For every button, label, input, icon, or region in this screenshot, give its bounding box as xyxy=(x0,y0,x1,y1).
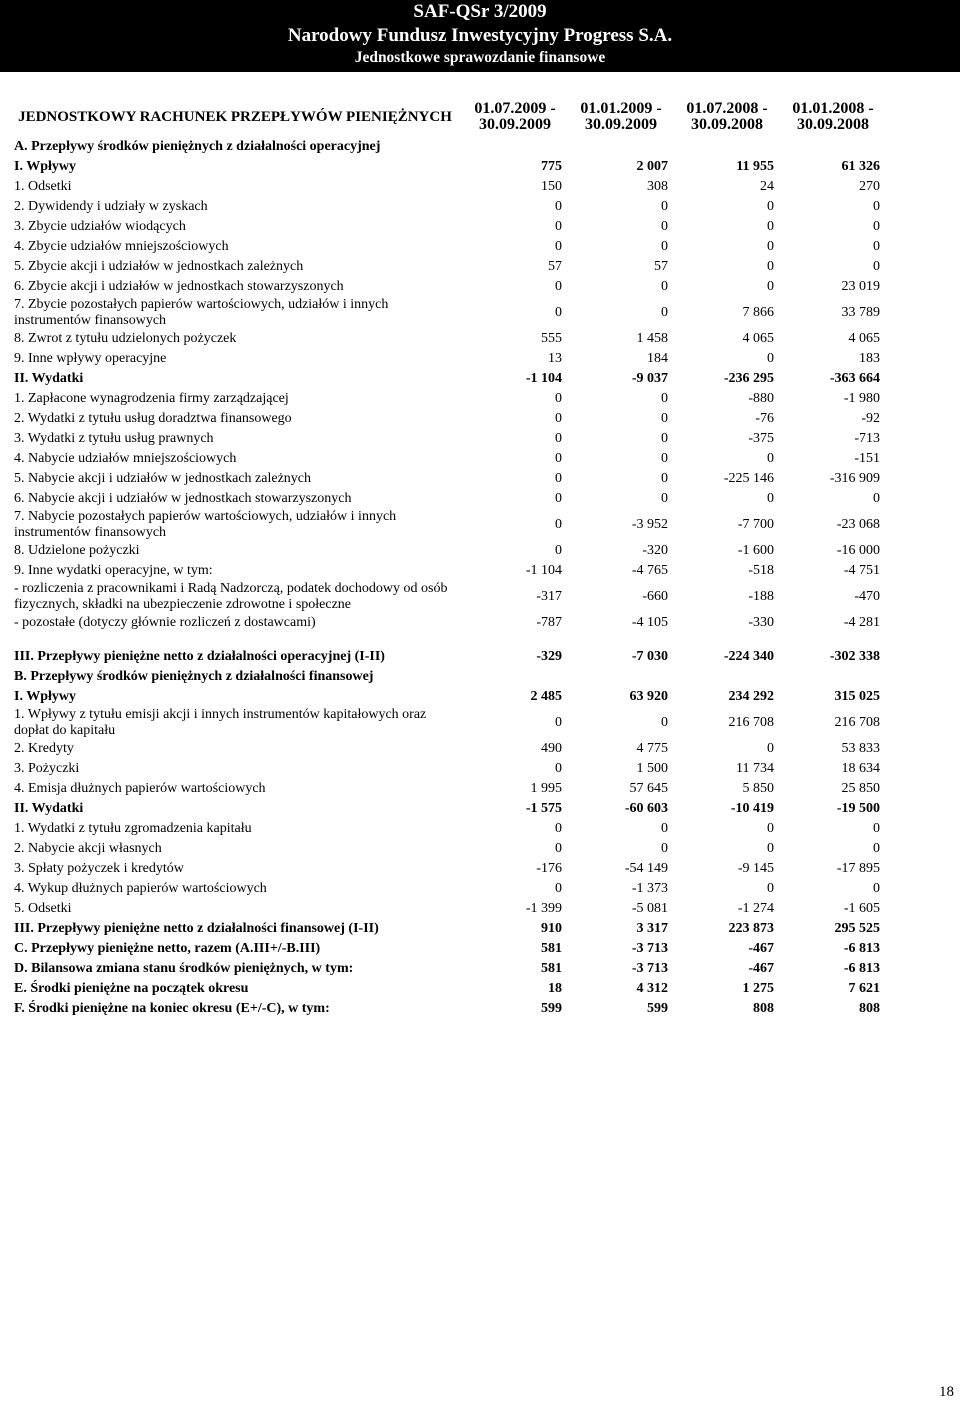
cell-value: 0 xyxy=(661,219,668,234)
cell-value: -467 xyxy=(748,941,774,956)
cell-value: 7 621 xyxy=(848,981,880,996)
cell-value: -787 xyxy=(536,615,562,630)
row-label: I. Wpływy xyxy=(14,159,76,174)
table-row xyxy=(8,389,886,409)
cell-value: 0 xyxy=(555,471,562,486)
cell-value: -363 664 xyxy=(829,371,880,386)
cell-value: 0 xyxy=(661,431,668,446)
table-row xyxy=(8,919,886,939)
row-label: 3. Pożyczki xyxy=(14,761,80,776)
table-row xyxy=(8,859,886,879)
cell-value: -236 295 xyxy=(723,371,774,386)
cell-value: -1 605 xyxy=(843,901,880,916)
row-label: 1. Zapłacone wynagrodzenia firmy zarządzającej xyxy=(14,391,289,406)
column-header: 01.07.2008 - 30.09.2008 xyxy=(686,100,768,133)
cell-value: 490 xyxy=(541,741,562,756)
column-header: 01.07.2009 - 30.09.2009 xyxy=(474,100,556,133)
table-row xyxy=(8,297,886,329)
cell-value: -3 952 xyxy=(631,517,668,532)
cell-value: -320 xyxy=(642,543,668,558)
table-row xyxy=(8,959,886,979)
row-label: 4. Zbycie udziałów mniejszościowych xyxy=(14,239,229,254)
cell-value: 0 xyxy=(555,715,562,730)
row-label: 2. Nabycie akcji własnych xyxy=(14,841,162,856)
cell-value: -470 xyxy=(854,589,880,604)
cell-value: 295 525 xyxy=(834,921,880,936)
cell-value: 0 xyxy=(555,491,562,506)
cell-value: 0 xyxy=(555,219,562,234)
cell-value: 775 xyxy=(541,159,562,174)
cell-value: 0 xyxy=(555,391,562,406)
cell-value: 910 xyxy=(541,921,562,936)
row-label: 7. Nabycie pozostałych papierów wartościowych, udziałów i innych instrumentów finansowych xyxy=(14,509,397,540)
cell-value: -316 909 xyxy=(829,471,880,486)
row-label: II. Wydatki xyxy=(14,801,84,816)
cell-value: -4 751 xyxy=(843,563,880,578)
cell-value: -188 xyxy=(748,589,774,604)
cell-value: 234 292 xyxy=(728,689,774,704)
cell-value: -3 713 xyxy=(631,941,668,956)
cell-value: 4 065 xyxy=(848,331,880,346)
cell-value: 0 xyxy=(873,821,880,836)
cell-value: 61 326 xyxy=(841,159,880,174)
cell-value: 0 xyxy=(767,491,774,506)
row-label: B. Przepływy środków pieniężnych z działalności finansowej xyxy=(14,669,374,684)
cell-value: 0 xyxy=(873,491,880,506)
cell-value: 0 xyxy=(555,431,562,446)
document-header xyxy=(0,0,960,72)
cell-value: -1 104 xyxy=(525,563,562,578)
cell-value: 0 xyxy=(873,219,880,234)
table-row xyxy=(8,899,886,919)
column-header: 01.01.2008 - 30.09.2008 xyxy=(792,100,874,133)
table-row xyxy=(8,137,886,157)
column-header: 01.01.2009 - 30.09.2009 xyxy=(580,100,662,133)
cell-value: -17 895 xyxy=(836,861,880,876)
cell-value: -92 xyxy=(861,411,880,426)
table-row xyxy=(8,759,886,779)
cell-value: 216 708 xyxy=(728,715,774,730)
table-row xyxy=(8,429,886,449)
row-label: 3. Zbycie udziałów wiodących xyxy=(14,219,186,234)
row-label: III. Przepływy pieniężne netto z działalności finansowej (I-II) xyxy=(14,921,379,936)
table-row xyxy=(8,779,886,799)
cell-value: -329 xyxy=(536,649,562,664)
cell-value: 0 xyxy=(555,841,562,856)
company-name: Narodowy Fundusz Inwestycyjny Progress S.A. xyxy=(287,25,673,46)
cell-value: -1 980 xyxy=(843,391,880,406)
cell-value: -6 813 xyxy=(843,941,880,956)
cell-value: 0 xyxy=(661,451,668,466)
cell-value: -375 xyxy=(748,431,774,446)
cell-value: 7 866 xyxy=(742,305,774,320)
report-type: Jednostkowe sprawozdanie finansowe xyxy=(354,49,606,66)
cell-value: 4 775 xyxy=(636,741,668,756)
cell-value: 0 xyxy=(555,199,562,214)
cell-value: -1 104 xyxy=(525,371,562,386)
cell-value: -3 713 xyxy=(631,961,668,976)
cell-value: 0 xyxy=(661,821,668,836)
page-number: 18 xyxy=(939,1384,954,1400)
cell-value: -9 145 xyxy=(737,861,774,876)
cell-value: -713 xyxy=(854,431,880,446)
cell-value: 581 xyxy=(541,961,562,976)
table-row xyxy=(8,369,886,389)
cell-value: 216 708 xyxy=(834,715,880,730)
cell-value: -7 700 xyxy=(737,517,774,532)
cell-value: 13 xyxy=(548,351,562,366)
cell-value: 23 019 xyxy=(841,279,880,294)
row-label: 1. Odsetki xyxy=(14,179,72,194)
row-label: 2. Wydatki z tytułu usług doradztwa finansowego xyxy=(14,411,292,426)
table-row xyxy=(8,509,886,541)
cell-value: 0 xyxy=(661,841,668,856)
cell-value: 0 xyxy=(767,741,774,756)
cell-value: 0 xyxy=(873,259,880,274)
row-label: F. Środki pieniężne na koniec okresu (E+/-C), w tym: xyxy=(14,1001,330,1016)
table-row xyxy=(8,999,886,1019)
cell-value xyxy=(780,633,886,647)
cell-value: 0 xyxy=(555,239,562,254)
cell-value: -1 575 xyxy=(525,801,562,816)
cell-value: 599 xyxy=(647,1001,668,1016)
cell-value: 0 xyxy=(555,761,562,776)
cell-value: -9 037 xyxy=(631,371,668,386)
table-row xyxy=(8,939,886,959)
cell-value: 24 xyxy=(760,179,774,194)
cell-value: 2 485 xyxy=(530,689,562,704)
table-header-row xyxy=(8,97,886,137)
cell-value: 57 xyxy=(654,259,668,274)
cell-value: 581 xyxy=(541,941,562,956)
cell-value: 11 955 xyxy=(736,159,774,174)
cell-value: 150 xyxy=(541,179,562,194)
cell-value: 18 xyxy=(548,981,562,996)
cell-value: 0 xyxy=(555,305,562,320)
table-title: JEDNOSTKOWY RACHUNEK PRZEPŁYWÓW PIENIĘŻNYCH xyxy=(18,109,452,125)
row-label: II. Wydatki xyxy=(14,371,84,386)
cell-value xyxy=(674,633,780,647)
table-row xyxy=(8,667,886,687)
table-row xyxy=(8,449,886,469)
cell-value: 0 xyxy=(767,881,774,896)
cell-value: 0 xyxy=(555,517,562,532)
cell-value: 270 xyxy=(859,179,880,194)
row-label: C. Przepływy pieniężne netto, razem (A.III+/-B.III) xyxy=(14,941,321,956)
cell-value: 0 xyxy=(767,841,774,856)
cell-value: -467 xyxy=(748,961,774,976)
row-label: 4. Nabycie udziałów mniejszościowych xyxy=(14,451,237,466)
row-label: 3. Spłaty pożyczek i kredytów xyxy=(14,861,184,876)
cell-value: 57 645 xyxy=(629,781,668,796)
row-label: 6. Zbycie akcji i udziałów w jednostkach stowarzyszonych xyxy=(14,279,344,294)
cell-value: 0 xyxy=(661,391,668,406)
table-row xyxy=(8,633,886,647)
cell-value: 0 xyxy=(767,239,774,254)
cell-value: -4 765 xyxy=(631,563,668,578)
table-row xyxy=(8,257,886,277)
cell-value: -4 281 xyxy=(843,615,880,630)
cell-value: -76 xyxy=(755,411,774,426)
row-label: E. Środki pieniężne na początek okresu xyxy=(14,981,249,996)
cell-value: 0 xyxy=(661,305,668,320)
cell-value: 33 789 xyxy=(841,305,880,320)
table-row xyxy=(8,177,886,197)
row-label: 4. Emisja dłużnych papierów wartościowych xyxy=(14,781,266,796)
cell-value xyxy=(568,633,674,647)
cell-value: -1 274 xyxy=(737,901,774,916)
cell-value: 599 xyxy=(541,1001,562,1016)
cell-value xyxy=(462,633,568,647)
row-label: I. Wpływy xyxy=(14,689,76,704)
cell-value: 1 995 xyxy=(530,781,562,796)
table-row xyxy=(8,799,886,819)
cell-value: 0 xyxy=(661,491,668,506)
cell-value: 555 xyxy=(541,331,562,346)
table-row xyxy=(8,979,886,999)
cell-value: 0 xyxy=(555,279,562,294)
table-row xyxy=(8,581,886,613)
row-label: 5. Odsetki xyxy=(14,901,72,916)
table-row xyxy=(8,707,886,739)
cell-value: -224 340 xyxy=(723,649,774,664)
cell-value: 0 xyxy=(661,715,668,730)
cell-value: 0 xyxy=(661,471,668,486)
cell-value: 0 xyxy=(873,199,880,214)
cell-value: 0 xyxy=(555,821,562,836)
cell-value: -1 373 xyxy=(631,881,668,896)
table-row xyxy=(8,329,886,349)
cell-value: -23 068 xyxy=(836,517,880,532)
cell-value: 0 xyxy=(767,351,774,366)
table-body xyxy=(8,137,886,1019)
row-label: 6. Nabycie akcji i udziałów w jednostkach stowarzyszonych xyxy=(14,491,352,506)
cell-value: 315 025 xyxy=(834,689,880,704)
cell-value: 183 xyxy=(859,351,880,366)
table-row xyxy=(8,197,886,217)
cell-value: 0 xyxy=(873,881,880,896)
cell-value: 0 xyxy=(555,411,562,426)
cell-value: -5 081 xyxy=(631,901,668,916)
row-label: III. Przepływy pieniężne netto z działalności operacyjnej (I-II) xyxy=(14,649,385,664)
table-row xyxy=(8,489,886,509)
cell-value: 4 065 xyxy=(742,331,774,346)
cell-value: 0 xyxy=(767,259,774,274)
table-row xyxy=(8,739,886,759)
cell-value: -225 146 xyxy=(723,471,774,486)
table-row xyxy=(8,613,886,633)
cell-value: 0 xyxy=(555,881,562,896)
row-label: 9. Inne wpływy operacyjne xyxy=(14,351,167,366)
table-row xyxy=(8,879,886,899)
row-label: 4. Wykup dłużnych papierów wartościowych xyxy=(14,881,267,896)
table-row xyxy=(8,237,886,257)
row-label: 2. Kredyty xyxy=(14,741,74,756)
table-row xyxy=(8,561,886,581)
table-row xyxy=(8,217,886,237)
table-row xyxy=(8,469,886,489)
table-row xyxy=(8,647,886,667)
cell-value: 0 xyxy=(555,451,562,466)
cell-value: 18 634 xyxy=(841,761,880,776)
cell-value: -330 xyxy=(748,615,774,630)
cell-value: 223 873 xyxy=(728,921,774,936)
cell-value: 2 007 xyxy=(636,159,668,174)
cell-value: -1 600 xyxy=(737,543,774,558)
cell-value: 11 734 xyxy=(736,761,774,776)
cell-value: 0 xyxy=(661,199,668,214)
table-row xyxy=(8,409,886,429)
cell-value: -16 000 xyxy=(836,543,880,558)
cell-value: 1 275 xyxy=(742,981,774,996)
cell-value: -60 603 xyxy=(624,801,668,816)
row-label: A. Przepływy środków pieniężnych z działalności operacyjnej xyxy=(14,139,381,154)
cell-value: 53 833 xyxy=(841,741,880,756)
cell-value: 0 xyxy=(661,411,668,426)
row-label xyxy=(8,633,462,647)
row-label: - rozliczenia z pracownikami i Radą Nadzorczą, podatek dochodowy od osób fizycznych, składki na ubezpieczenie zdrowotne i społeczne xyxy=(14,581,448,612)
cell-value: 808 xyxy=(859,1001,880,1016)
cell-value: -6 813 xyxy=(843,961,880,976)
cell-value: -10 419 xyxy=(730,801,774,816)
cell-value: -176 xyxy=(536,861,562,876)
report-code: SAF-QSr 3/2009 xyxy=(413,1,547,22)
cell-value: 5 850 xyxy=(742,781,774,796)
cell-value: -317 xyxy=(536,589,562,604)
cash-flow-table xyxy=(8,97,886,1019)
row-label: D. Bilansowa zmiana stanu środków pieniężnych, w tym: xyxy=(14,961,354,976)
cell-value: -302 338 xyxy=(829,649,880,664)
cell-value: 0 xyxy=(555,543,562,558)
cell-value: 3 317 xyxy=(636,921,668,936)
row-label: 5. Zbycie akcji i udziałów w jednostkach zależnych xyxy=(14,259,304,274)
row-label: 2. Dywidendy i udziały w zyskach xyxy=(14,199,208,214)
cell-value: 0 xyxy=(661,239,668,254)
row-label: - pozostałe (dotyczy głównie rozliczeń z dostawcami) xyxy=(14,615,316,630)
cell-value: -660 xyxy=(642,589,668,604)
row-label: 8. Zwrot z tytułu udzielonych pożyczek xyxy=(14,331,237,346)
cell-value: 0 xyxy=(767,821,774,836)
row-label: 1. Wydatki z tytułu zgromadzenia kapitału xyxy=(14,821,252,836)
cell-value: 1 500 xyxy=(636,761,668,776)
cell-value: -4 105 xyxy=(631,615,668,630)
cell-value: 4 312 xyxy=(636,981,668,996)
table-row xyxy=(8,687,886,707)
cell-value: -518 xyxy=(748,563,774,578)
cell-value: 808 xyxy=(753,1001,774,1016)
row-label: 8. Udzielone pożyczki xyxy=(14,543,140,558)
cell-value: -151 xyxy=(854,451,880,466)
cell-value: -1 399 xyxy=(525,901,562,916)
cell-value: 184 xyxy=(647,351,668,366)
row-label: 7. Zbycie pozostałych papierów wartościowych, udziałów i innych instrumentów finansowych xyxy=(14,297,389,328)
table-row xyxy=(8,157,886,177)
table-row xyxy=(8,819,886,839)
cell-value: 0 xyxy=(767,199,774,214)
row-label: 9. Inne wydatki operacyjne, w tym: xyxy=(14,563,213,578)
cell-value: 25 850 xyxy=(841,781,880,796)
cell-value: 57 xyxy=(548,259,562,274)
cell-value: 0 xyxy=(767,451,774,466)
table-row xyxy=(8,541,886,561)
cell-value: -19 500 xyxy=(836,801,880,816)
cell-value: 0 xyxy=(767,219,774,234)
table-row xyxy=(8,839,886,859)
cell-value: 0 xyxy=(873,841,880,856)
cell-value: 308 xyxy=(647,179,668,194)
cell-value: 0 xyxy=(767,279,774,294)
cell-value: 0 xyxy=(661,279,668,294)
row-label: 3. Wydatki z tytułu usług prawnych xyxy=(14,431,214,446)
cell-value: -7 030 xyxy=(631,649,668,664)
cell-value: -54 149 xyxy=(624,861,668,876)
table-row xyxy=(8,349,886,369)
cell-value: 1 458 xyxy=(636,331,668,346)
cell-value: -880 xyxy=(748,391,774,406)
table-row xyxy=(8,277,886,297)
row-label: 5. Nabycie akcji i udziałów w jednostkach zależnych xyxy=(14,471,311,486)
cell-value: 0 xyxy=(873,239,880,254)
row-label: 1. Wpływy z tytułu emisji akcji i innych instrumentów kapitałowych oraz dopłat do kapitału xyxy=(14,707,427,738)
cell-value: 63 920 xyxy=(629,689,668,704)
